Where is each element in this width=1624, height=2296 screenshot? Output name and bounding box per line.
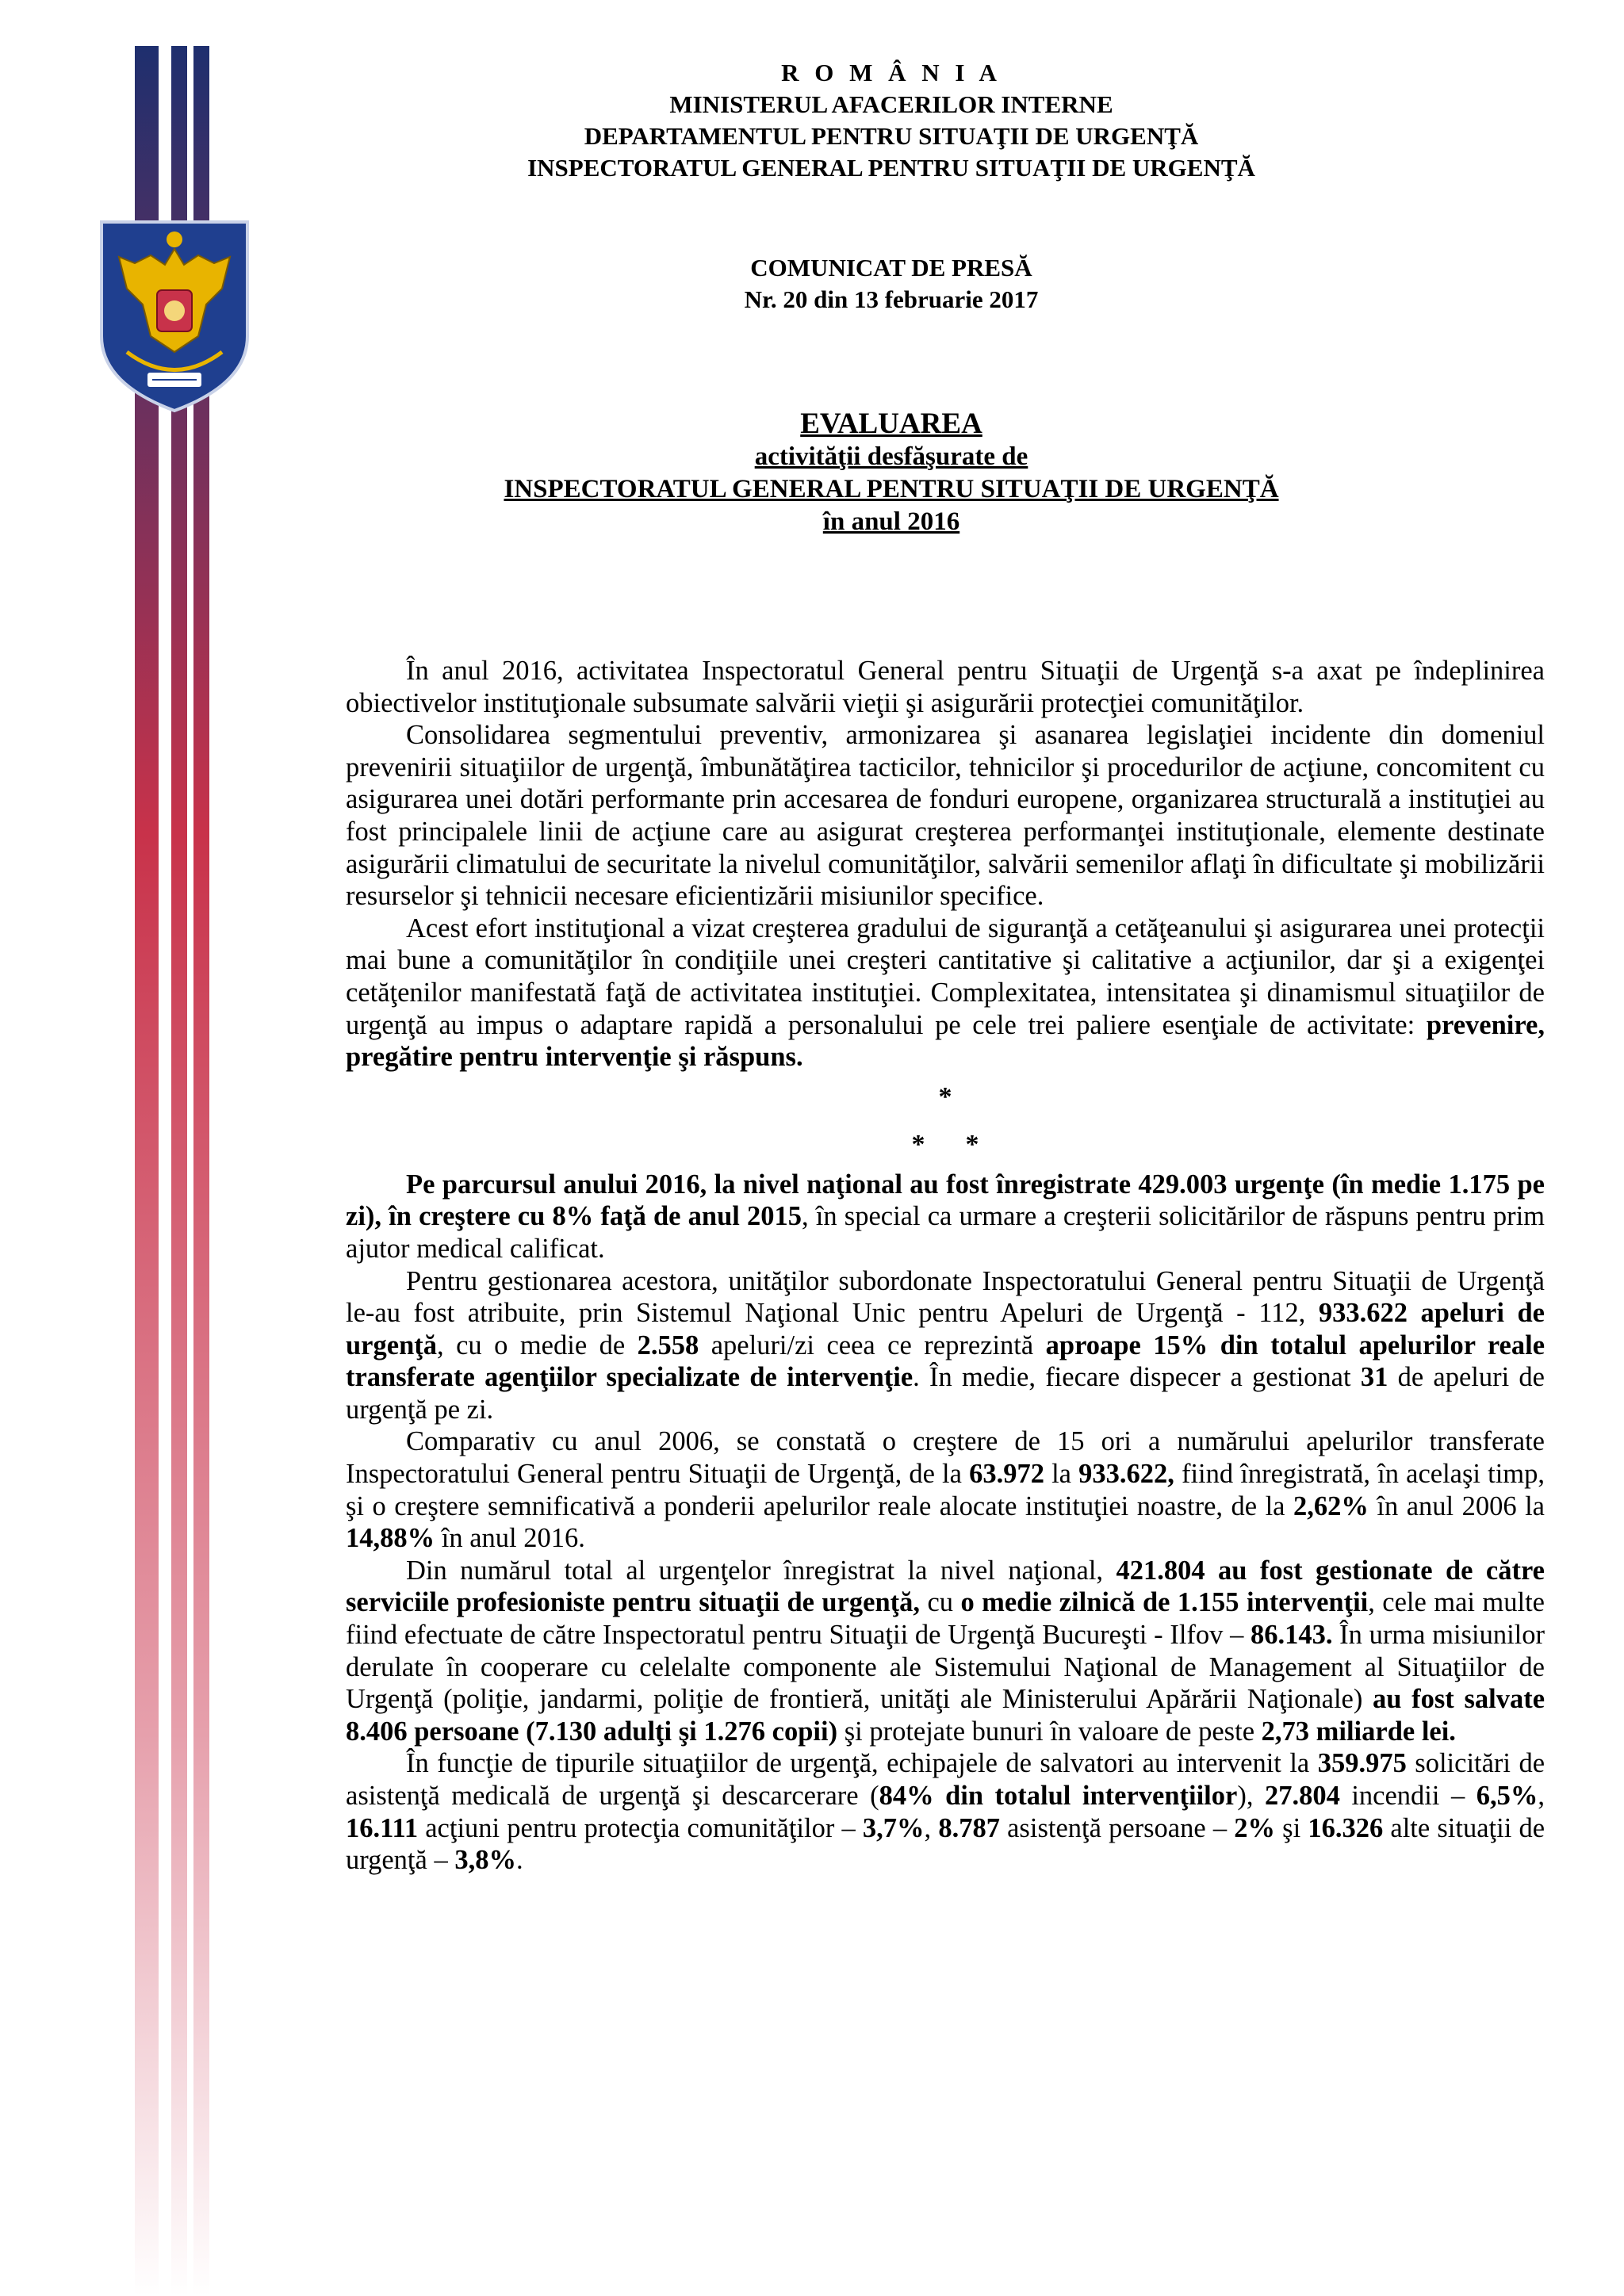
paragraph-1: În anul 2016, activitatea Inspectoratul General pentru Situaţii de Urgenţă s-a axat pe îndeplinirea obiectivelor instituţionale subsumate salvării vieţii şi asigurării protecţiei comunităţilor. [346, 656, 1545, 718]
inspectorate-name: INSPECTORATUL GENERAL PENTRU SITUAŢII DE URGENŢĂ [527, 154, 1255, 182]
title-line-4: în anul 2016 [822, 507, 960, 536]
document-header [238, 57, 1545, 184]
ministry-name: MINISTERUL AFACERILOR INTERNE [669, 90, 1113, 118]
paragraph-5: Pentru gestionarea acestora, unităţilor subordonate Inspectoratului General pentru Situaţii de Urgenţă le-au fost atribuite, prin Sistemul Naţional Unic pentru Apeluri de Urgenţă - 112, 933.622 apeluri de urgenţă, cu o medie de 2.558 apeluri/zi ceea ce reprezintă aproape 15% din totalul apelurilor reale transferate agenţiilor specializate de intervenţie. În medie, fiecare dispecer a gestionat 31 de apeluri de urgenţă pe zi. [346, 1265, 1545, 1425]
title-line-3: INSPECTORATUL GENERAL PENTRU SITUAŢII DE URGENŢĂ [504, 475, 1279, 503]
paragraph-3: Acest efort instituţional a vizat creşterea gradului de siguranţă a cetăţeanului şi asigurarea unei protecţii mai bune a comunităţilor în condiţiile unei creşteri cantitative şi calitative a acţiunilor, dar şi a exigenţei cetăţenilor manifestată faţă de activitatea instituţiei. Complexitatea, intensitatea şi dinamismul situaţiilor de urgenţă au impus o adaptare rapidă a personalului pe cele trei paliere esenţiale de activitate: prevenire, pregătire pentru intervenţie şi răspuns. [346, 913, 1545, 1073]
document-title [238, 408, 1545, 538]
paragraph-7: Din numărul total al urgenţelor înregistrat la nivel naţional, 421.804 au fost gestionate de către serviciile profesioniste pentru situaţii de urgenţă, cu o medie zilnică de 1.155 intervenţii, cele mai multe fiind efectuate de către Inspectoratul pentru Situaţii de Urgenţă Bucureşti - Ilfov – 86.143. În urma misiunilor derulate în cooperare cu celelalte componente ale Sistemului Naţional de Management al Situaţiilor de Urgenţă (poliţie, jandarmi, poliţie de frontieră, unităţi ale Ministerului Apărării Naţionale) au fost salvate 8.406 persoane (7.130 adulţi şi 1.276 copii) şi protejate bunuri în valoare de peste 2,73 miliarde lei. [346, 1555, 1545, 1747]
paragraph-2: Consolidarea segmentului preventiv, armonizarea şi asanarea legislaţiei incidente din domeniul prevenirii situaţiilor de urgenţă, îmbunătăţirea tacticilor, tehnicilor şi procedurilor de acţiune, concomitent cu asigurarea unei dotări performante prin accesarea de fonduri europene, organizarea structurală a instituţiei au fost principalele linii de acţiune care au asigurat creşterea performanţei instituţionale, elemente destinate asigurării climatului de securitate la nivelul comunităţilor, salvării semenilor aflaţi în dificultate şi mobilizării resurselor şi tehnicii necesare eficientizării misiunilor specifice. [346, 720, 1545, 912]
press-release-label: COMUNICAT DE PRESĂ [750, 254, 1032, 281]
title-line-2: activităţii desfăşurate de [754, 442, 1028, 471]
paragraph-8: În funcţie de tipurile situaţiilor de urgenţă, echipajele de salvatori au intervenit la 359.975 solicitări de asistenţă medicală de urgenţă şi descarcerare (84% din totalul intervenţiilor), 27.804 incendii – 6,5%, 16.111 acţiuni pentru protecţia comunităţilor – 3,7%, 8.787 asistenţă persoane – 2% şi 16.326 alte situaţii de urgenţă – 3,8%. [346, 1748, 1545, 1876]
paragraph-4: Pe parcursul anului 2016, la nivel naţional au fost înregistrate 429.003 urgenţe (în medie 1.175 pe zi), în creştere cu 8% faţă de anul 2015, în special ca urmare a creşterii solicitărilor de răspuns pentru prim ajutor medical calificat. [346, 1169, 1545, 1264]
document-body [346, 655, 1545, 1877]
section-separator [346, 1073, 1545, 1169]
paragraph-6: Comparativ cu anul 2006, se constată o creştere de 15 ori a numărului apelurilor transferate Inspectoratului General pentru Situaţii de Urgenţă, de la 63.972 la 933.622, fiind înregistrată, în acelaşi timp, şi o creştere semnificativă a ponderii apelurilor reale alocate instituţiei noastre, de la 2,62% în anul 2006 la 14,88% în anul 2016. [346, 1426, 1545, 1554]
separator-star-top: * [938, 1081, 952, 1112]
press-release-block [238, 252, 1545, 316]
department-name: DEPARTAMENTUL PENTRU SITUAŢII DE URGENŢĂ [584, 122, 1199, 150]
separator-stars-bottom: * * [911, 1129, 979, 1159]
country-name: R O M Â N I A [781, 59, 1002, 86]
press-release-number: Nr. 20 din 13 februarie 2017 [744, 285, 1039, 313]
coat-of-arms-icon [95, 217, 254, 415]
title-line-1: EVALUAREA [800, 408, 982, 440]
